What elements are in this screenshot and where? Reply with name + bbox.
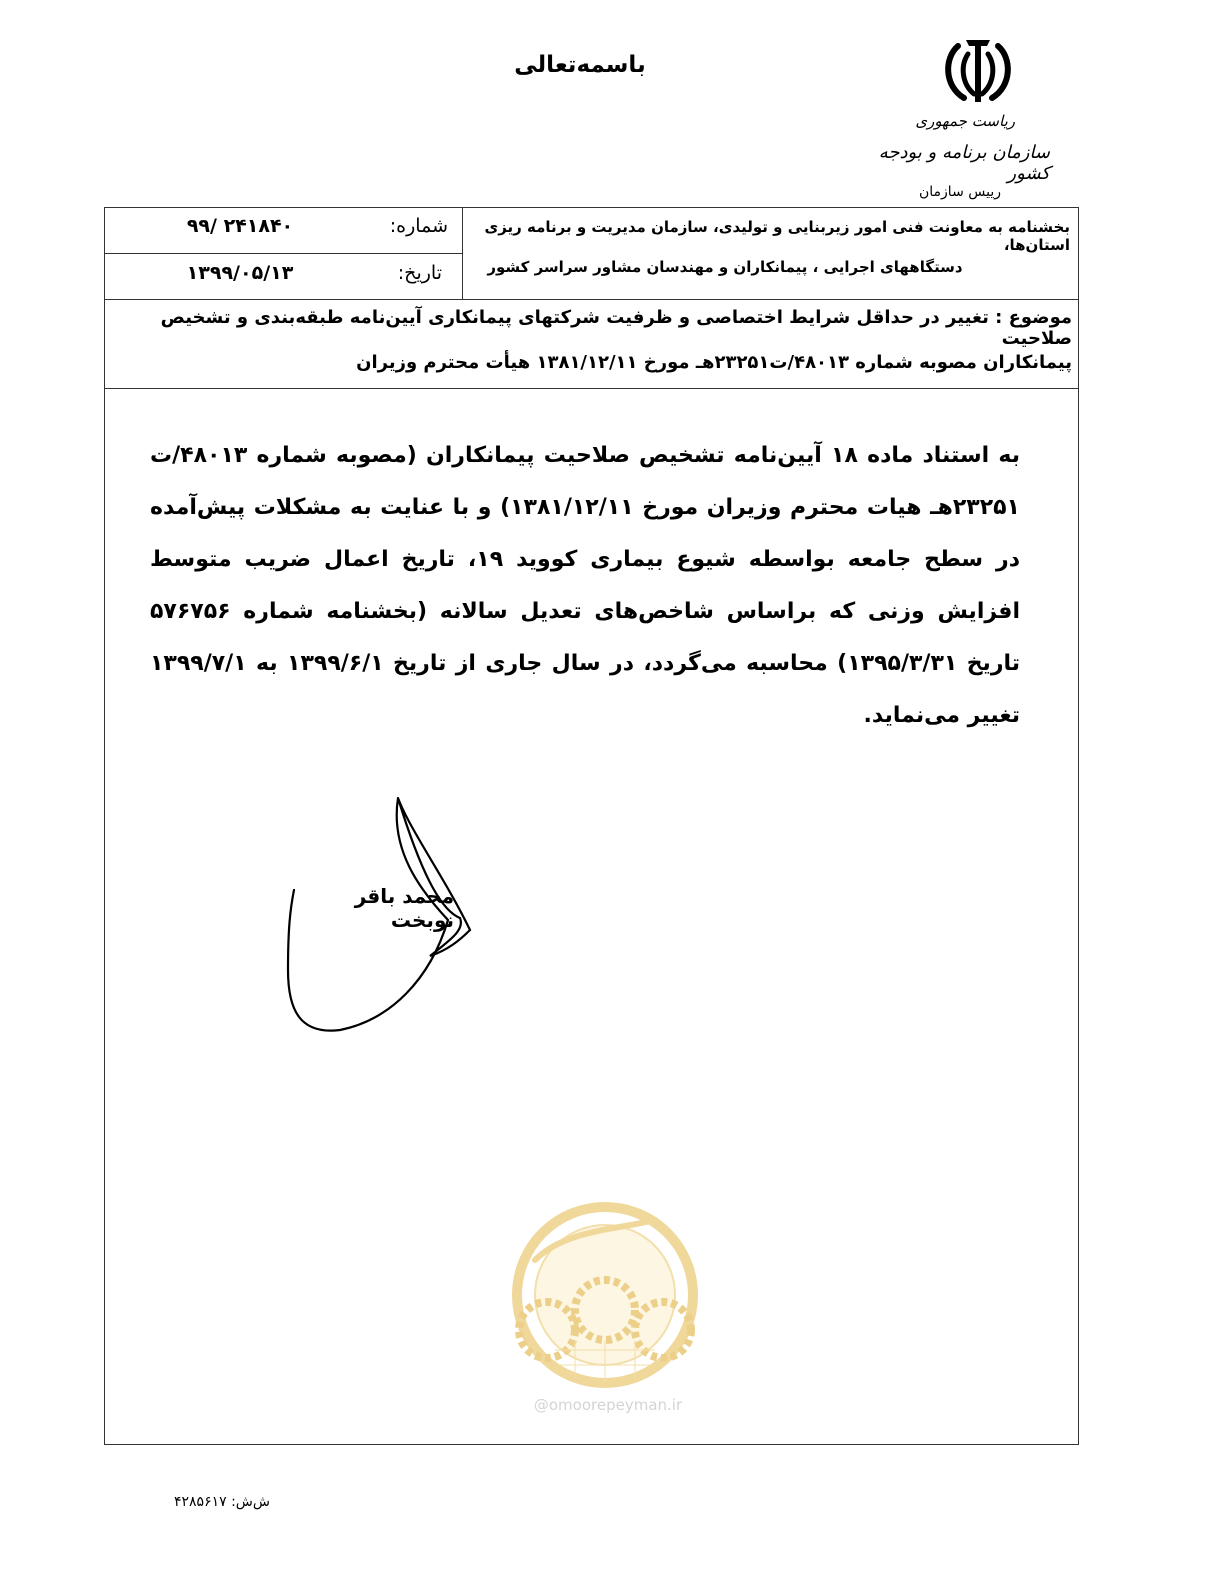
letter-body: به استناد ماده ۱۸ آیین‌نامه تشخیص صلاحیت پیمانکاران (مصوبه شماره ۴۸۰۱۳/ت ۲۳۲۵۱هـ هیات محترم وزیران مورخ ۱۳۸۱/۱۲/۱۱) و با عنایت به مشکلات پیش‌آمده در سطح جامعه بواسطه شیوع بیماری کووید ۱۹، تاریخ اعمال ضریب متوسط افزایش وزنی که براساس شاخص‌های تعدیل سالانه (بخشنامه شماره ۵۷۶۷۵۶ تاریخ ۱۳۹۵/۳/۳۱) محاسبه می‌گردد، در سال جاری از تاریخ ۱۳۹۹/۶/۱ به ۱۳۹۹/۷/۱ تغییر می‌نماید. <box>150 443 1021 728</box>
divider-meta-row <box>104 253 462 254</box>
date-value: ۱۳۹۹/۰۵/۱۳ <box>186 262 294 284</box>
org-line-presidency: ریاست جمهوری <box>915 112 1015 130</box>
number-value: ۹۹/ ۲۴۱۸۴۰ <box>186 215 294 237</box>
org-line-head: رییس سازمان <box>919 184 1001 200</box>
subject-line-1: موضوع : تغییر در حداقل شرایط اختصاصی و ظرفیت شرکتهای پیمانکاری آیین‌نامه طبقه‌بندی و تشخیص صلاحیت <box>160 307 1072 349</box>
signer-name: محمد باقر نوبخت <box>354 884 454 932</box>
divider-vertical <box>462 207 463 299</box>
footer-serial: ش‌ش: ۴۲۸۵۶۱۷ <box>174 1494 270 1510</box>
recipients-line-1: بخشنامه به معاونت فنی امور زیربنایی و تولیدی، سازمان مدیریت و برنامه ریزی استان‌ها، <box>484 218 1070 254</box>
watermark-site: @omoorepeyman.ir <box>533 1396 683 1414</box>
recipients-line-2: دستگاههای اجرایی ، پیمانکاران و مهندسان مشاور سراسر کشور <box>487 258 963 276</box>
divider-subject-bottom <box>104 388 1079 389</box>
org-line-organization: سازمان برنامه و بودجه کشور <box>878 142 1050 184</box>
invocation-heading: باسمه‌تعالی <box>514 52 646 78</box>
date-label: تاریخ: <box>397 262 442 284</box>
subject-line-2: پیمانکاران مصوبه شماره ۴۸۰۱۳/ت۲۳۲۵۱هـ مورخ ۱۳۸۱/۱۲/۱۱ هیأت محترم وزیران <box>356 352 1072 373</box>
iran-emblem-icon <box>940 36 1016 108</box>
divider-header-bottom <box>104 299 1079 300</box>
number-label: شماره: <box>389 215 448 237</box>
watermark-logo-icon <box>505 1200 705 1420</box>
